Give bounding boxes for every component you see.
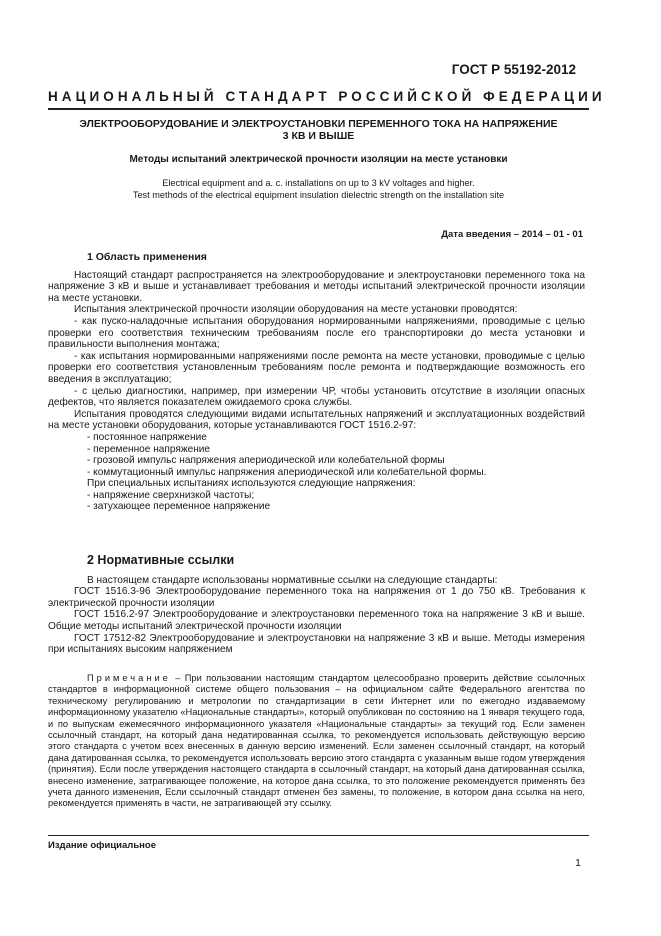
english-title-line-2: Test methods of the electrical equipment insulation dielectric strength on the installation site <box>132 189 505 200</box>
introduction-date: Дата введения – 2014 – 01 - 01 <box>441 229 583 240</box>
scope-item-repair-text: - как испытания нормированными напряжениями после ремонта на месте установки, проводимые с целью проверки его соответствия установленным требованиям после ремонта и подтверждающие возможность его введения в эксплуатацию; <box>48 350 585 385</box>
scope-paragraph-1-text: Настоящий стандарт распространяется на электрооборудование и электроустановки переменного тока на напряжение 3 кВ и выше и устанавливает требования и методы испытаний электрической прочности изоляции на месте установки. <box>48 269 585 304</box>
reference-gost-17512 <box>48 633 585 656</box>
references-intro: В настоящем стандарте использованы нормативные ссылки на следующие стандарты: <box>87 574 498 586</box>
section-2-heading: 2 Нормативные ссылки <box>87 553 235 567</box>
list-item: - напряжение сверхнизкой частоты; <box>87 489 255 501</box>
scope-item-commissioning-text: - как пуско-наладочные испытания оборудования нормированными напряжениями, проводимые с целью проверки его соответствия техническим требованиям после его транспортировки до места установки и правильности выполнения монтажа; <box>48 315 585 351</box>
note-label: Примечание <box>87 673 171 683</box>
note-block <box>48 673 585 810</box>
gost-code: ГОСТ Р 55192-2012 <box>451 62 576 77</box>
footer-divider <box>48 835 589 836</box>
scope-item-commissioning <box>48 316 585 351</box>
note-text: – При пользовании настоящим стандартом целесообразно проверить действие ссылочных стандартов в информационной системе общего пользования – на официальном сайте Федерального агентства по техническому регулированию и метрологии по стандартизации в сети Интернет или по ежегодно издаваемому информационному указателю «Национальные стандарты», который опубликован по состоянию на 1 января текущего года, и по выпускам ежемесячного информационного указателя «Национальные стандарты» за текущий год. Если заменен ссылочный стандарт, на который дана недатированная ссылка, то рекомендуется использовать действующую версию этого стандарта с учетом всех внесенных в данную версию изменений. Если заменен ссылочный стандарт, на который дана датированная ссылка, то рекомендуется использовать версию этого стандарта с указанным выше годом утверждения (принятия). Если после утверждения настоящего стандарта в ссылочный стандарт, на который дана датированная ссылка, внесено изменение, затрагивающее положение, на которое дана ссылка, то это положение рекомендуется применять без учета данного изменения, Если ссылочный стандарт отменен без замены, то положение, в котором дана ссылка на него, рекомендуется применять в части, не затрагивающей эту ссылку. <box>48 673 585 809</box>
section-1-heading: 1 Область применения <box>87 251 207 263</box>
scope-item-diagnostics-text: - с целью диагностики, например, при измерении ЧР, чтобы установить отсутствие в изоляции опасных дефектов, что является показателем ожидаемого срока службы. <box>48 385 585 409</box>
scope-paragraph-6 <box>48 409 585 432</box>
document-title <box>48 118 589 142</box>
scope-paragraph-6-text: Испытания проводятся следующими видами испытательных напряжений и эксплуатационных воздействий на месте установки оборудования, которые устанавливаются ГОСТ 1516.2-97: <box>48 408 585 432</box>
scope-paragraph-2 <box>48 304 585 316</box>
header-divider <box>48 108 589 110</box>
document-title-line-2: 3 КВ И ВЫШЕ <box>282 130 355 142</box>
section-normative-references <box>48 553 585 656</box>
list-item: - коммутационный импульс напряжения апериодической или колебательной формы. <box>87 466 487 478</box>
reference-gost-17512-text: ГОСТ 17512-82 Электрооборудование и электроустановки на напряжение 3 кВ и выше. Методы измерения при испытаниях высоким напряжением <box>48 632 585 656</box>
special-voltages-list <box>87 490 585 513</box>
english-title-line-1: Electrical equipment and a. c. installations on up to 3 kV voltages and higher. <box>162 178 475 188</box>
english-title <box>48 178 589 201</box>
special-tests-intro: При специальных испытаниях используются следующие напряжения: <box>87 478 416 490</box>
scope-item-repair <box>48 351 585 386</box>
reference-gost-1516-2-text: ГОСТ 1516.2-97 Электрооборудование и электроустановки переменного тока на напряжение 3 кВ и выше. Общие методы испытаний электрической прочности изоляции <box>48 609 585 632</box>
note-indent <box>48 673 87 683</box>
list-item: - постоянное напряжение <box>87 431 207 443</box>
document-subtitle: Методы испытаний электрической прочности изоляции на месте установки <box>129 154 508 165</box>
scope-paragraph-1 <box>48 270 585 305</box>
scope-item-diagnostics <box>48 386 585 409</box>
reference-gost-1516-3 <box>48 586 585 609</box>
reference-gost-1516-3-text: ГОСТ 1516.3-96 Электрооборудование переменного тока на напряжения от 1 до 750 кВ. Требования к электрической прочности изоляции <box>48 586 585 609</box>
edition-label: Издание официальное <box>48 840 156 851</box>
section-scope <box>48 251 585 513</box>
voltage-types-list <box>87 432 585 478</box>
scope-paragraph-2-text: Испытания электрической прочности изоляции оборудования на месте установки проводятся: <box>74 304 518 316</box>
reference-gost-1516-2 <box>48 609 585 632</box>
document-title-line-1: ЭЛЕКТРООБОРУДОВАНИЕ И ЭЛЕКТРОУСТАНОВКИ ПЕРЕМЕННОГО ТОКА НА НАПРЯЖЕНИЕ <box>79 118 558 130</box>
list-item: - переменное напряжение <box>87 443 211 455</box>
list-item: - грозовой импульс напряжения апериодической или колебательной формы <box>87 455 445 467</box>
national-standard-title: НАЦИОНАЛЬНЫЙ СТАНДАРТ РОССИЙСКОЙ ФЕДЕРАЦИИ <box>48 89 606 104</box>
list-item: - затухающее переменное напряжение <box>87 501 271 513</box>
page-number: 1 <box>575 857 581 869</box>
